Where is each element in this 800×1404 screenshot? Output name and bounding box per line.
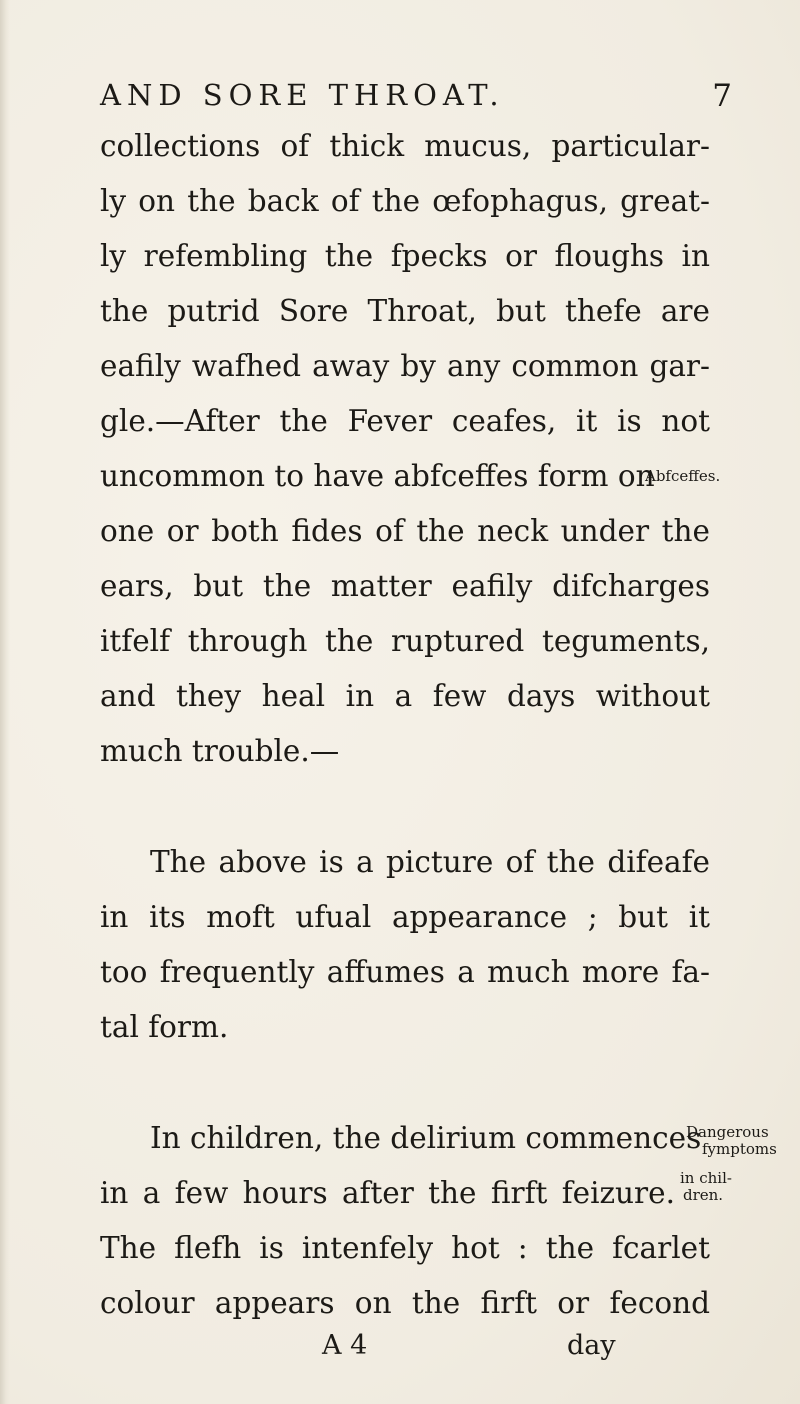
text-line: ly refembling the fpecks or floughs in	[100, 239, 710, 273]
margin-note-dangerous: Dangerous	[686, 1123, 769, 1141]
margin-note-dangerous: dren.	[683, 1186, 724, 1204]
text-line: The above is a picture of the difeafe	[150, 845, 710, 879]
running-header	[100, 78, 732, 118]
text-line: too frequently affumes a much more fa-	[100, 955, 710, 989]
text-line: uncommon to have abfceffes form on	[100, 459, 655, 493]
margin-note-dangerous: in chil-	[680, 1169, 732, 1187]
signature-mark: A 4	[322, 1330, 368, 1361]
text-line: eafily wafhed away by any common gar-	[100, 349, 710, 383]
text-line: colour appears on the firft or fecond	[100, 1286, 710, 1320]
text-line: itfelf through the ruptured teguments,	[100, 624, 710, 658]
text-line: ears, but the matter eafily difcharges	[100, 569, 710, 603]
text-line: gle.—After the Fever ceafes, it is not	[100, 404, 710, 438]
page-number: 7	[712, 78, 732, 114]
text-line: tal form.	[100, 1010, 229, 1044]
text-line: much trouble.—	[100, 734, 340, 768]
text-line: collections of thick mucus, particular-	[100, 129, 710, 163]
text-line: one or both fides of the neck under the	[100, 514, 710, 548]
text-line: in its moft ufual appearance ; but it	[100, 900, 710, 934]
text-line: ly on the back of the œfophagus, great-	[100, 184, 710, 218]
text-line: the putrid Sore Throat, but thefe are	[100, 294, 710, 328]
page-binding-shadow	[0, 0, 10, 1404]
text-line: and they heal in a few days without	[100, 679, 710, 713]
text-line: The flefh is intenfely hot : the fcarlet	[100, 1231, 710, 1265]
margin-note-dangerous: fymptoms	[702, 1140, 777, 1158]
text-line: in a few hours after the firft feizure.	[100, 1176, 675, 1210]
margin-note-abscesses: Abfceffes.	[645, 467, 721, 485]
catchword: day	[567, 1330, 616, 1361]
text-line: In children, the delirium commences	[150, 1121, 702, 1155]
running-title: AND SORE THROAT.	[100, 78, 505, 112]
